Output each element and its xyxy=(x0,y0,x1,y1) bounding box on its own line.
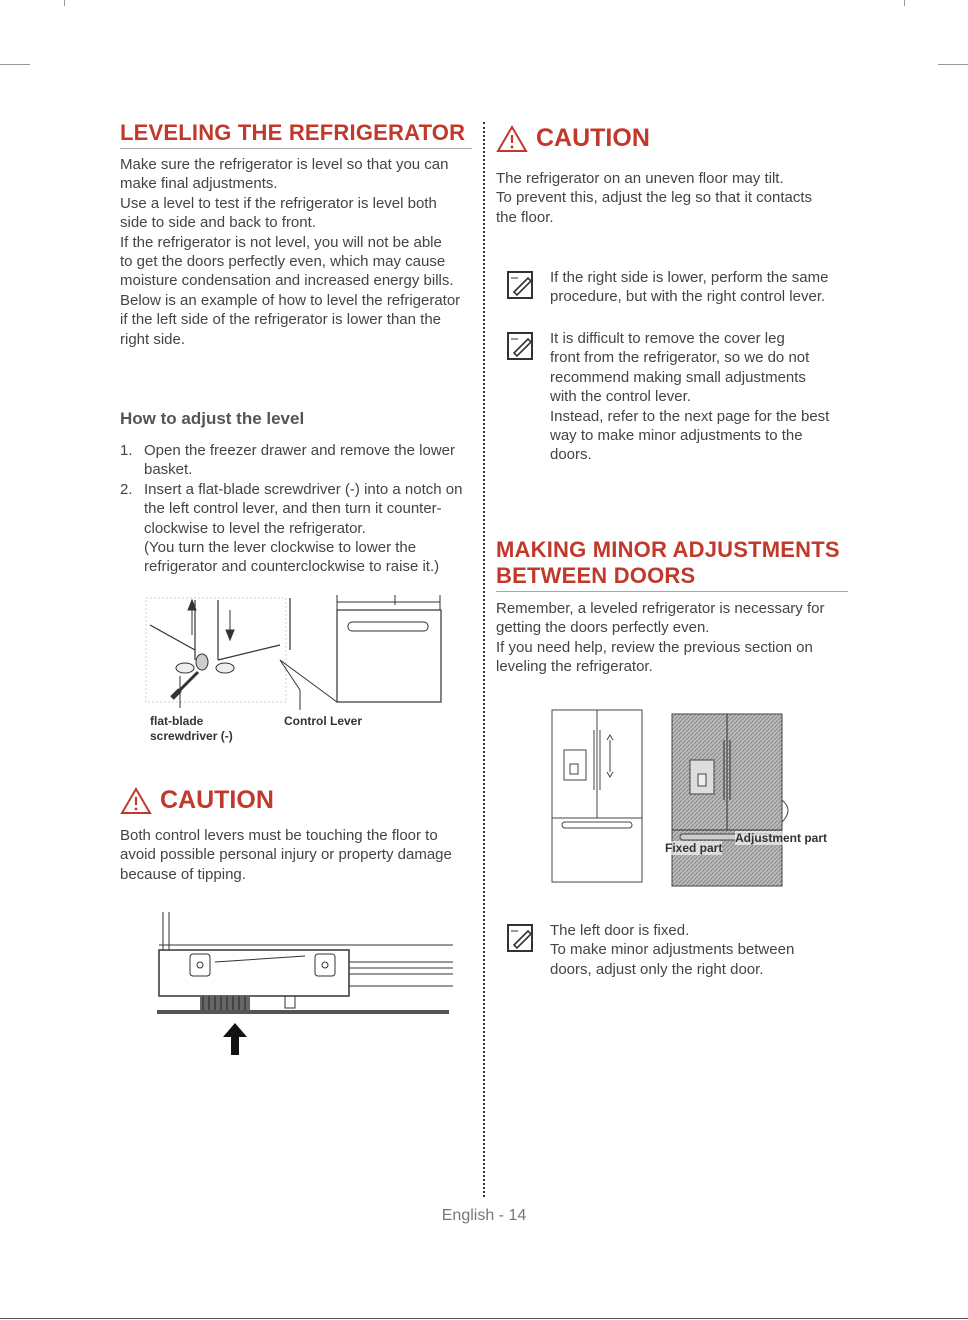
warning-icon xyxy=(496,125,528,153)
note-icon xyxy=(506,270,536,300)
text-line: It is difficult to remove the cover leg xyxy=(550,330,785,347)
text-line: make final adjustments. xyxy=(120,175,278,193)
text-line: front from the refrigerator, so we do not xyxy=(550,349,810,367)
text-line: with the control lever. xyxy=(550,388,691,406)
list-item xyxy=(120,441,480,480)
subheading-adjust-level: How to adjust the level xyxy=(120,409,305,428)
text-line: side to side and back to front. xyxy=(120,214,316,232)
text-line: procedure, but with the right control lever. xyxy=(550,288,826,306)
label-screwdriver xyxy=(150,714,233,744)
crop-mark xyxy=(904,0,905,6)
text-line: avoid possible personal injury or property damage xyxy=(120,846,452,864)
label-adjustment-part: Adjustment part xyxy=(735,831,828,845)
text-line: Insert a flat-blade screwdriver (-) into a notch on xyxy=(144,480,463,498)
note-text xyxy=(550,329,829,465)
text-line: clockwise to level the refrigerator. xyxy=(144,519,366,537)
text-line: to get the doors perfectly even, which may cause xyxy=(120,253,446,271)
text-line: (You turn the lever clockwise to lower the xyxy=(144,539,417,557)
text-line: To prevent this, adjust the leg so that it contacts xyxy=(496,189,813,207)
floor-contact-illustration xyxy=(155,910,455,1060)
caution-text-right xyxy=(496,169,856,227)
step-number: 1. xyxy=(120,442,133,459)
text-line: way to make minor adjustments to the xyxy=(550,427,803,445)
section-title-minor-adjustments xyxy=(496,537,848,592)
note-text xyxy=(550,268,828,307)
label-fixed-part: Fixed part xyxy=(665,841,723,855)
note-cover-leg xyxy=(506,329,856,465)
text-line: moisture condensation and increased energy bills. xyxy=(120,272,454,290)
text-line: the floor. xyxy=(496,208,554,226)
page-number: English - 14 xyxy=(441,1207,527,1224)
text-line: Open the freezer drawer and remove the lower xyxy=(144,442,455,459)
steps-list xyxy=(120,441,480,577)
text-line: the left control lever, and then turn it counter- xyxy=(144,500,442,518)
caution-heading-right xyxy=(496,124,650,153)
note-right-side-lower xyxy=(506,268,856,307)
leveling-illustration xyxy=(140,590,450,710)
text-line: Make sure the refrigerator is level so that you can xyxy=(120,156,449,173)
leveling-intro xyxy=(120,155,475,349)
section-title-leveling: LEVELING THE REFRIGERATOR xyxy=(120,120,472,149)
caution-title: CAUTION xyxy=(160,786,274,814)
text-line: BETWEEN DOORS xyxy=(496,563,696,588)
note-left-door-fixed xyxy=(506,921,856,979)
text-line: The refrigerator on an uneven floor may tilt. xyxy=(496,170,784,187)
note-icon xyxy=(506,923,536,953)
text-line: basket. xyxy=(144,461,193,479)
crop-mark xyxy=(938,64,968,65)
text-line: If you need help, review the previous section on xyxy=(496,638,813,656)
crop-mark xyxy=(0,64,30,65)
doors-illustration xyxy=(550,700,840,890)
text-line: recommend making small adjustments xyxy=(550,368,806,386)
text-line: Use a level to test if the refrigerator is level both xyxy=(120,194,437,212)
label-control-lever: Control Lever xyxy=(284,714,363,728)
column-divider xyxy=(483,122,485,1197)
note-icon xyxy=(506,331,536,361)
warning-icon xyxy=(120,787,152,815)
text-line: flat-blade xyxy=(150,714,204,728)
text-line: If the right side is lower, perform the same xyxy=(550,269,829,286)
text-line: Below is an example of how to level the refrigerator xyxy=(120,291,461,309)
text-line: screwdriver (-) xyxy=(150,729,233,743)
minor-adjustments-intro xyxy=(496,599,856,677)
text-line: Remember, a leveled refrigerator is necessary for xyxy=(496,600,825,617)
text-line: right side. xyxy=(120,330,186,348)
crop-mark xyxy=(64,0,65,6)
text-line: Instead, refer to the next page for the best xyxy=(550,407,830,425)
text-line: if the left side of the refrigerator is lower than the xyxy=(120,311,441,329)
text-line: leveling the refrigerator. xyxy=(496,658,653,676)
text-line: The left door is fixed. xyxy=(550,922,690,939)
step-number: 2. xyxy=(120,480,133,498)
list-item xyxy=(120,480,480,577)
text-line: refrigerator and counterclockwise to raise it.) xyxy=(144,558,440,576)
caution-title: CAUTION xyxy=(536,124,650,152)
text-line: If the refrigerator is not level, you will not be able xyxy=(120,233,442,251)
page-edge xyxy=(0,1318,968,1319)
text-line: getting the doors perfectly even. xyxy=(496,619,710,637)
caution-heading-left xyxy=(120,786,274,815)
text-line: doors, adjust only the right door. xyxy=(550,960,764,978)
text-line: To make minor adjustments between xyxy=(550,941,795,959)
text-line: doors. xyxy=(550,446,592,464)
text-line: because of tipping. xyxy=(120,865,246,883)
text-line: MAKING MINOR ADJUSTMENTS xyxy=(496,537,840,562)
note-text xyxy=(550,921,794,979)
text-line: Both control levers must be touching the floor to xyxy=(120,827,438,844)
caution-text-left xyxy=(120,826,480,884)
